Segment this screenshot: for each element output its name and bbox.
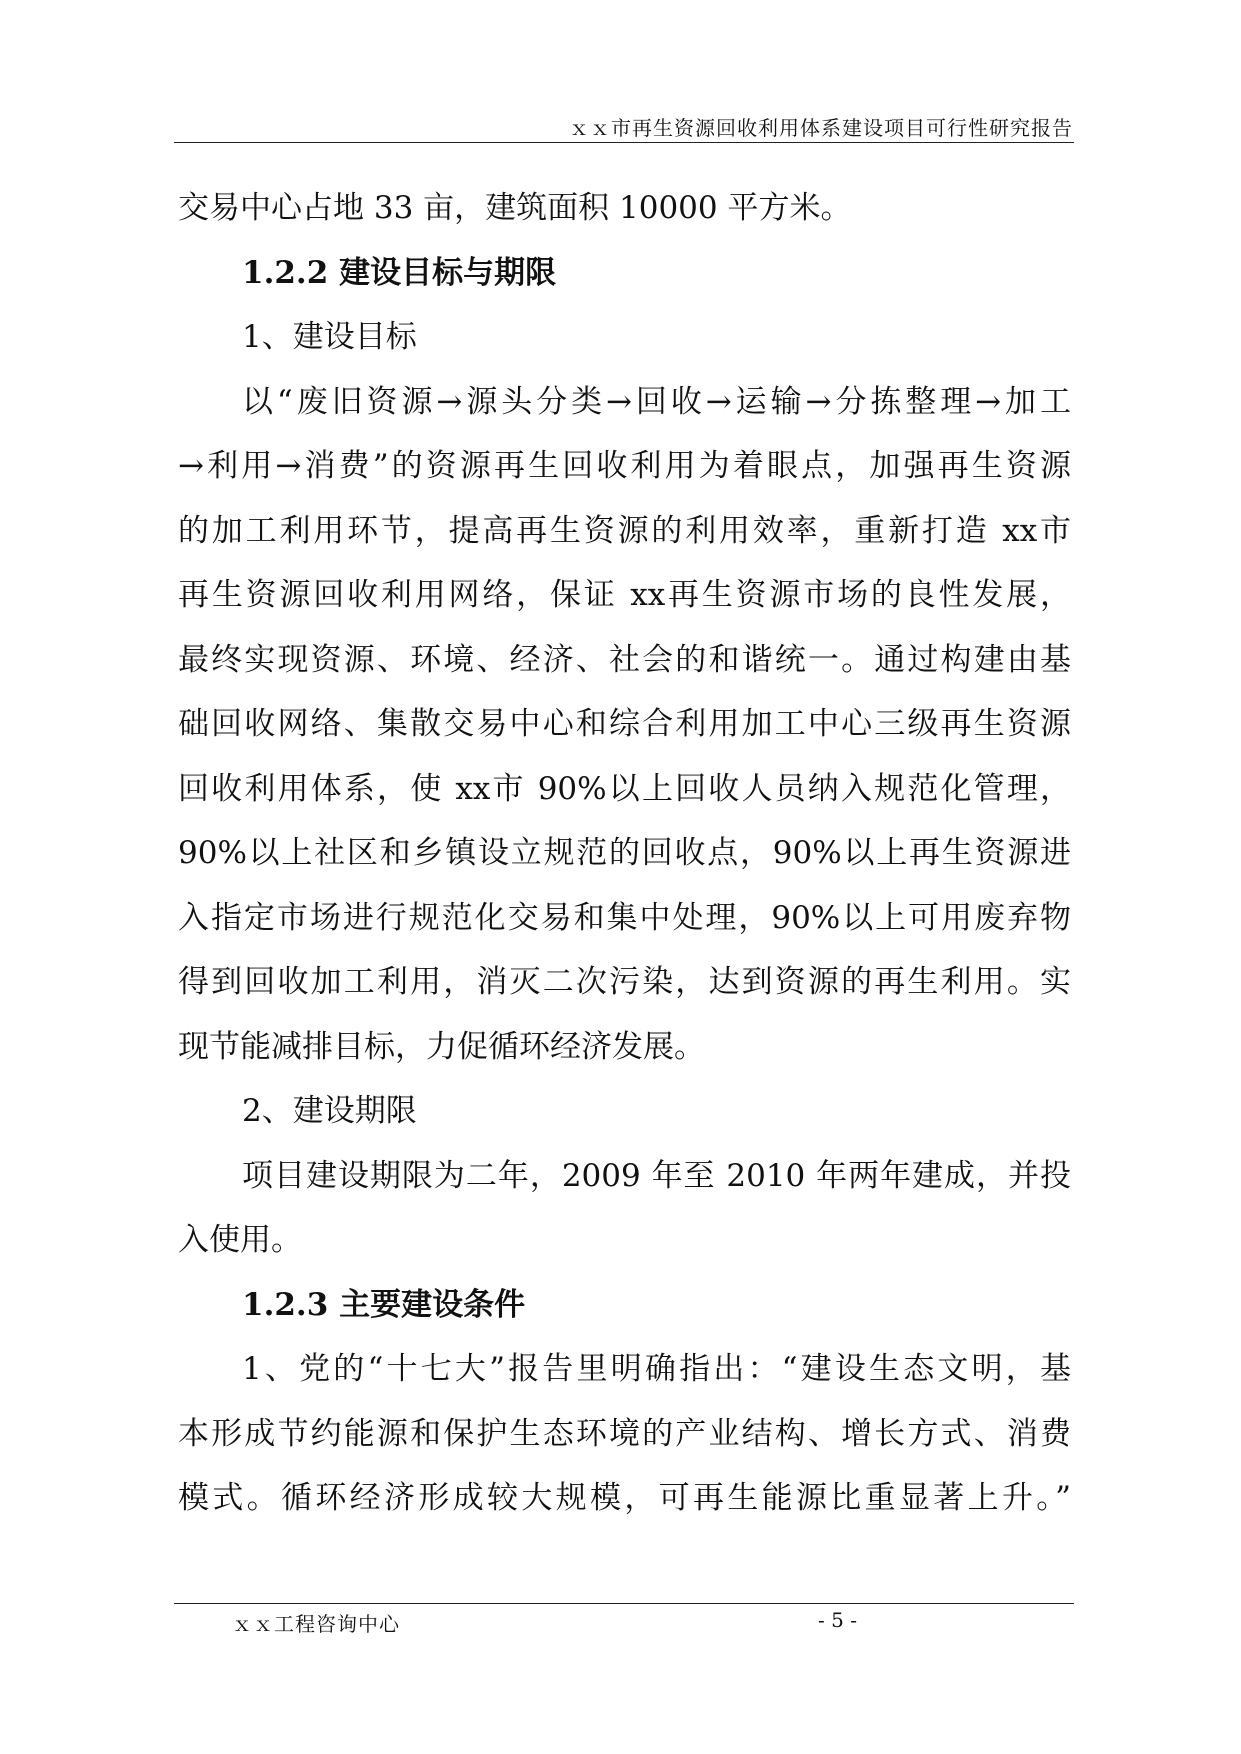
body-line: 项目建设期限为二年，2009 年至 2010 年两年建成，并投	[242, 1157, 1071, 1194]
footer-rule	[174, 1603, 1074, 1604]
subheading-goal: 1、建设目标	[242, 319, 417, 355]
body-line: 交易中心占地 33 亩，建筑面积 10000 平方米。	[178, 190, 852, 226]
body-line: 入指定市场进行规范化交易和集中处理，90%以上可用废弃物	[178, 899, 1071, 936]
section-heading-1-2-2: 1.2.2 建设目标与期限	[242, 254, 557, 291]
document-body	[178, 176, 1071, 1531]
body-line: 的加工利用环节，提高再生资源的利用效率，重新打造 xx市	[178, 512, 1071, 549]
footer-organization: ｘｘ工程咨询中心	[232, 1612, 400, 1636]
running-header: ｘｘ市再生资源回收利用体系建设项目可行性研究报告	[569, 116, 1073, 140]
body-line: 现节能减排目标，力促循环经济发展。	[178, 1028, 705, 1065]
body-line: 90%以上社区和乡镇设立规范的回收点，90%以上再生资源进	[178, 835, 1071, 871]
body-line: →利用→消费”的资源再生回收利用为着眼点，加强再生资源	[178, 448, 1071, 484]
subheading-period: 2、建设期限	[242, 1093, 417, 1129]
body-line: 最终实现资源、环境、经济、社会的和谐统一。通过构建由基	[178, 641, 1071, 678]
body-line: 本形成节约能源和保护生态环境的产业结构、增长方式、消费	[178, 1415, 1071, 1452]
body-line: 入使用。	[178, 1222, 302, 1258]
section-heading-1-2-3: 1.2.3 主要建设条件	[242, 1286, 526, 1323]
header-rule	[174, 142, 1074, 143]
body-line: 以“废旧资源→源头分类→回收→运输→分拣整理→加工	[242, 383, 1071, 420]
body-line: 回收利用体系，使 xx市 90%以上回收人员纳入规范化管理，	[178, 770, 1071, 807]
body-line: 得到回收加工利用，消灭二次污染，达到资源的再生利用。实	[178, 964, 1071, 1000]
body-line: 模式。循环经济形成较大规模，可再生能源比重显著上升。”	[178, 1480, 1071, 1516]
body-line: 1、党的“十七大”报告里明确指出：“建设生态文明，基	[242, 1351, 1071, 1387]
body-line: 再生资源回收利用网络，保证 xx再生资源市场的良性发展，	[178, 577, 1071, 613]
body-line: 础回收网络、集散交易中心和综合利用加工中心三级再生资源	[178, 706, 1071, 742]
page-number: - 5 -	[818, 1608, 857, 1632]
